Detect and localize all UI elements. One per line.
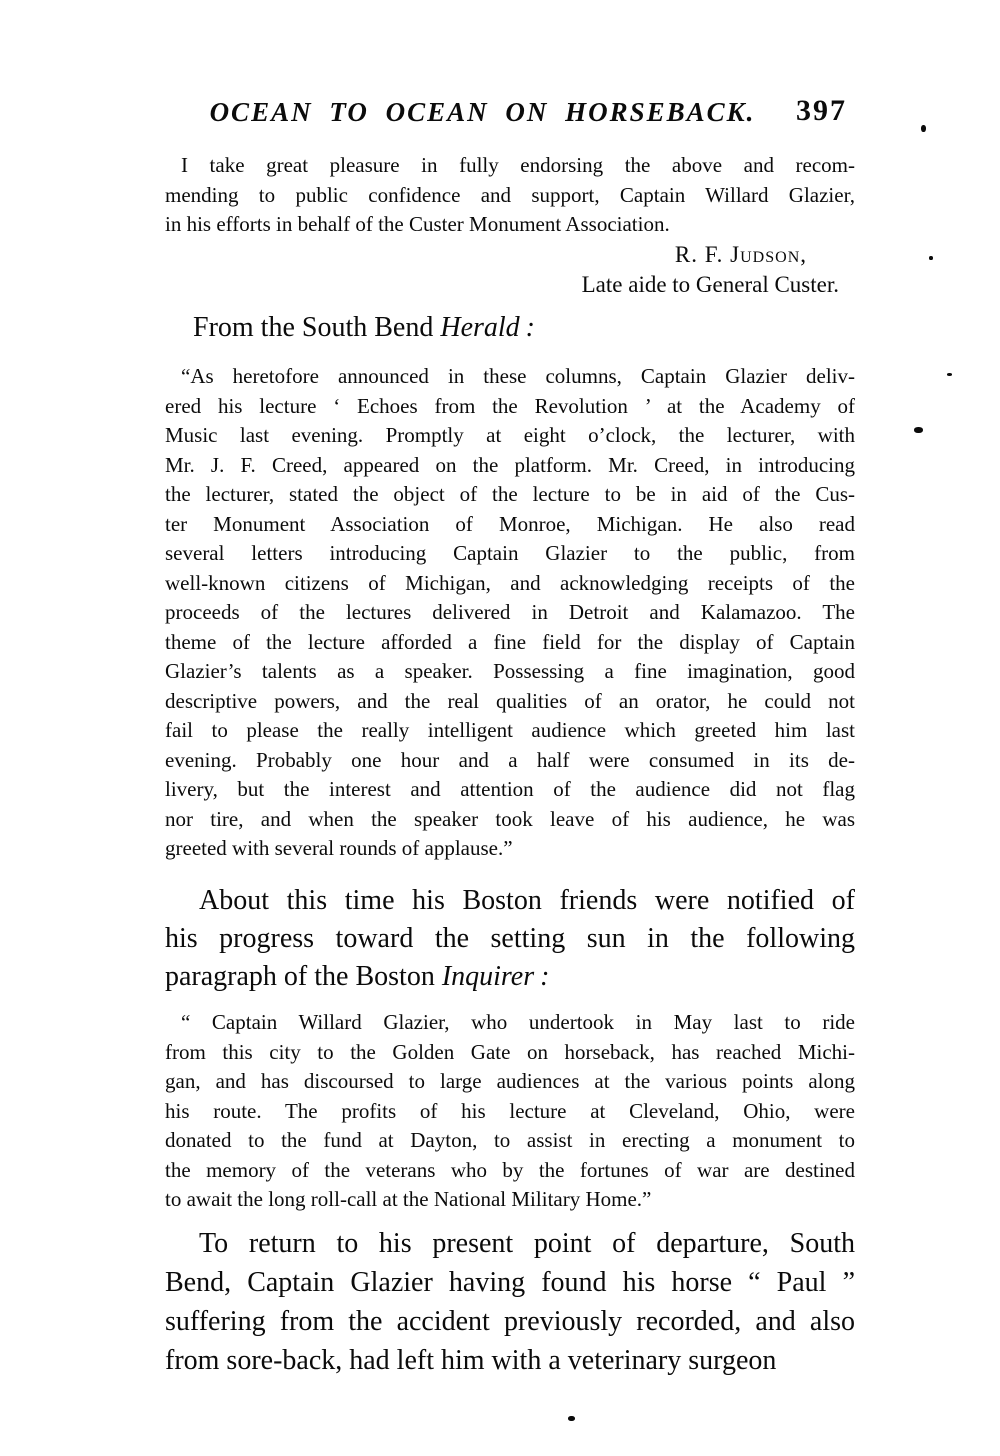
text-line: livery, but the interest and attention of the audience did not flag bbox=[165, 777, 855, 801]
text-line: from this city to the Golden Gate on horseback, has reached Michi- bbox=[165, 1039, 855, 1064]
text-line: greeted with several rounds of applause.” bbox=[165, 836, 513, 860]
text-line: several letters introducing Captain Glazier to the public, from bbox=[165, 541, 855, 565]
text-line: About this time his Boston friends were notified of bbox=[199, 885, 855, 916]
text-line: his route. The profits of his lecture at Cleveland, Ohio, were bbox=[165, 1098, 855, 1123]
text-line: Bend, Captain Glazier having found his horse “ Paul ” bbox=[165, 1267, 855, 1298]
herald-source-name: Herald bbox=[440, 312, 520, 343]
signature-name: R. F. Judson, bbox=[674, 242, 807, 267]
text-line: the lecturer, stated the object of the lecture to be in aid of the Cus- bbox=[165, 482, 855, 506]
text-line: ered his lecture ‘ Echoes from the Revolution ’ at the Academy of bbox=[165, 393, 855, 418]
ink-speck bbox=[921, 125, 926, 132]
inquirer-source-name: Inquirer bbox=[441, 961, 535, 992]
boston-intro-colon: : bbox=[540, 961, 550, 992]
text-line: suffering from the accident previously recorded, and also bbox=[165, 1306, 855, 1337]
ink-speck bbox=[947, 373, 952, 376]
text-line: his progress toward the setting sun in the following bbox=[165, 923, 855, 954]
text-line: the memory of the veterans who by the fortunes of war are destined bbox=[165, 1157, 855, 1182]
text-line: to await the long roll-call at the National Military Home.” bbox=[165, 1187, 652, 1211]
running-header bbox=[165, 94, 855, 133]
text-line: from sore-back, had left him with a veterinary surgeon bbox=[165, 1345, 777, 1376]
text-line: To return to his present point of departure, South bbox=[199, 1228, 855, 1259]
ink-speck bbox=[568, 1416, 575, 1421]
text-line: Music last evening. Promptly at eight o’clock, the lecturer, with bbox=[165, 423, 855, 447]
boston-intro-last-line bbox=[165, 958, 855, 996]
text-line: well-known citizens of Michigan, and acknowledging receipts of the bbox=[165, 570, 855, 595]
boston-intro-paragraph bbox=[165, 882, 855, 996]
text-line: I take great pleasure in fully endorsing the above and recom- bbox=[181, 153, 855, 177]
text-line: theme of the lecture afforded a fine field for the display of Captain bbox=[165, 629, 855, 654]
closing-paragraph bbox=[165, 1224, 855, 1380]
text-line: Mr. J. F. Creed, appeared on the platform. Mr. Creed, in introducing bbox=[165, 452, 855, 477]
text-line: donated to the fund at Dayton, to assist in erecting a monument to bbox=[165, 1128, 855, 1152]
herald-quote-paragraph bbox=[165, 362, 855, 864]
boston-intro-line-prefix: paragraph of the Boston bbox=[165, 961, 442, 992]
text-line: “ Captain Willard Glazier, who undertook in May last to ride bbox=[181, 1010, 855, 1034]
page-number: 397 bbox=[796, 94, 847, 127]
text-line: mending to public confidence and support, Captain Willard Glazier, bbox=[165, 182, 855, 207]
text-line: fail to please the really intelligent audience which greeted him last bbox=[165, 718, 855, 742]
text-line: Glazier’s talents as a speaker. Possessing a fine imagination, good bbox=[165, 659, 855, 683]
text-line: evening. Probably one hour and a half were consumed in its de- bbox=[165, 747, 855, 772]
text-line: gan, and has discoursed to large audiences at the various points along bbox=[165, 1069, 855, 1093]
text-line: proceeds of the lectures delivered in Detroit and Kalamazoo. The bbox=[165, 600, 855, 624]
text-line: “As heretofore announced in these columns, Captain Glazier deliv- bbox=[181, 364, 855, 388]
ink-speck bbox=[929, 256, 933, 260]
boston-intro-lines bbox=[165, 882, 855, 958]
endorsement-paragraph bbox=[165, 151, 855, 240]
text-line: ter Monument Association of Monroe, Michigan. He also read bbox=[165, 511, 855, 536]
signature-title: Late aide to General Custer. bbox=[581, 272, 839, 297]
inquirer-quote-paragraph bbox=[165, 1008, 855, 1215]
text-line: nor tire, and when the speaker took leave of his audience, he was bbox=[165, 806, 855, 831]
ink-speck bbox=[914, 427, 923, 433]
herald-heading bbox=[165, 311, 855, 345]
herald-heading-prefix: From the South Bend bbox=[193, 312, 441, 343]
running-header-title: OCEAN TO OCEAN ON HORSEBACK. bbox=[209, 97, 756, 127]
text-line: descriptive powers, and the real qualities of an orator, he could not bbox=[165, 688, 855, 713]
herald-heading-colon: : bbox=[525, 312, 535, 343]
text-line: in his efforts in behalf of the Custer Monument Association. bbox=[165, 212, 670, 236]
